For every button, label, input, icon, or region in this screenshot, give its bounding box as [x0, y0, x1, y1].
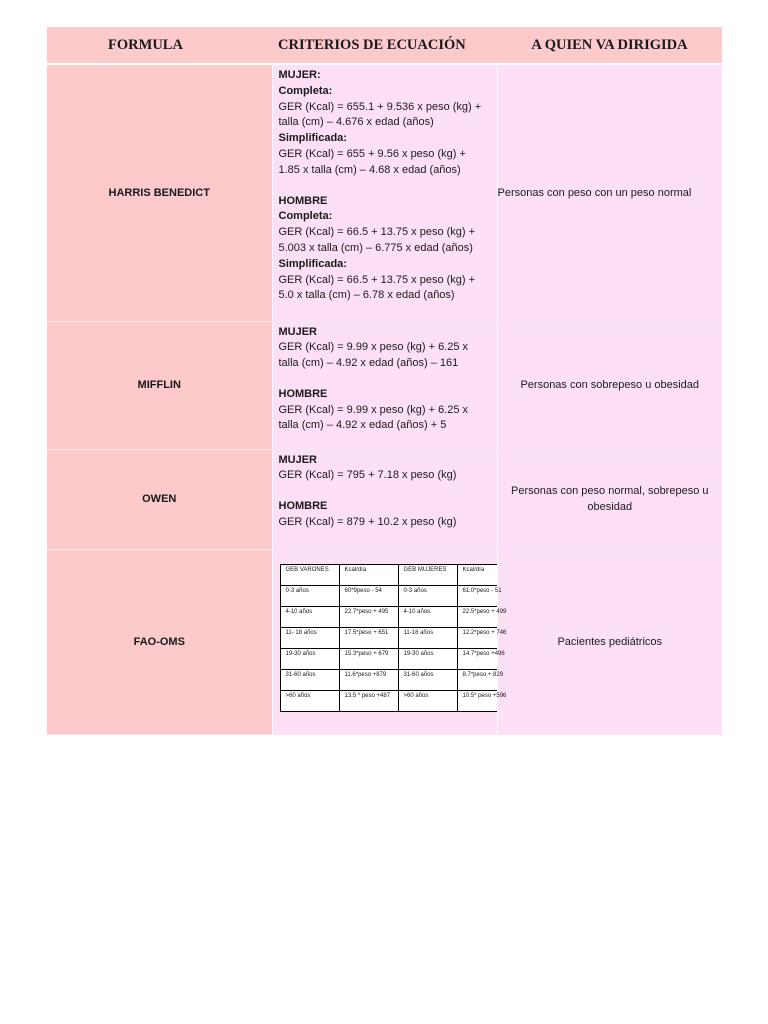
criteria-line: GER (Kcal) = 655 + 9.56 x peso (kg) + — [278, 147, 466, 160]
criteria-line: 1.85 x talla (cm) – 4.68 x edad (años) — [278, 163, 461, 176]
criteria-line: GER (Kcal) = 66.5 + 13.75 x peso (kg) + — [278, 226, 476, 239]
criteria-line: talla (cm) – 4.676 x edad (años) — [278, 116, 434, 129]
inner-row — [280, 648, 516, 669]
criteria-heading: Simplificada: — [278, 257, 347, 270]
target-cell: Personas con peso con un peso normal — [497, 64, 722, 321]
criteria-line: GER (Kcal) = 9.99 x peso (kg) + 6.25 x — [278, 403, 469, 416]
row-fao-oms — [47, 549, 722, 734]
inner-cell: 19-30 años — [398, 648, 457, 669]
inner-row — [280, 690, 516, 711]
inner-cell: 0-3 años — [398, 585, 457, 606]
target-cell: Personas con sobrepeso u obesidad — [497, 321, 722, 449]
fao-oms-inner-table — [280, 564, 517, 712]
inner-cell: 61.0*peso - 51 — [457, 585, 516, 606]
criteria-heading: HOMBRE — [278, 387, 328, 400]
inner-cell: 15.3*peso + 679 — [339, 648, 398, 669]
inner-cell: 10.5* peso +596 — [457, 690, 516, 711]
inner-cell: 8.7*peso + 829 — [457, 669, 516, 690]
inner-cell: 22.7*peso + 495 — [339, 606, 398, 627]
criteria-cell — [272, 549, 507, 734]
criteria-heading: HOMBRE — [278, 500, 328, 513]
criteria-line: GER (Kcal) = 795 + 7.18 x peso (kg) — [278, 469, 457, 482]
criteria-heading: MUJER: — [278, 69, 321, 81]
criteria-heading: Simplificada: — [278, 132, 347, 145]
formula-name: OWEN — [47, 449, 272, 549]
target-cell: Pacientes pediátricos — [497, 549, 722, 734]
criteria-line: talla (cm) – 4.92 x edad (años) + 5 — [278, 419, 447, 432]
criteria-heading: Completa: — [278, 84, 333, 97]
inner-row — [280, 627, 516, 648]
inner-cell: 13.5 * peso +487 — [339, 690, 398, 711]
header-criteria: CRITERIOS DE ECUACIÓN — [272, 27, 497, 64]
inner-cell: 17.5*peso + 651 — [339, 627, 398, 648]
inner-cell: Kcal/día — [339, 564, 398, 585]
formula-name: FAO-OMS — [47, 549, 272, 734]
inner-cell: >60 años — [280, 690, 339, 711]
inner-cell: 11-18 años — [398, 627, 457, 648]
inner-cell: 11- 18 años — [280, 627, 339, 648]
inner-row — [280, 585, 516, 606]
header-row — [47, 27, 722, 64]
inner-cell: 0-3 años — [280, 585, 339, 606]
criteria-line: talla (cm) – 4.92 x edad (años) – 161 — [278, 357, 459, 370]
criteria-line: 5.003 x talla (cm) – 6.775 x edad (años) — [278, 241, 473, 254]
inner-header-row — [280, 564, 516, 585]
formula-table — [47, 27, 722, 735]
criteria-line: GER (Kcal) = 66.5 + 13.75 x peso (kg) + — [278, 273, 476, 286]
inner-cell: 31-60 años — [280, 669, 339, 690]
criteria-heading: MUJER — [278, 325, 318, 338]
inner-cell: >60 años — [398, 690, 457, 711]
inner-cell: 4-10 años — [280, 606, 339, 627]
inner-cell: 22.5*peso + 499 — [457, 606, 516, 627]
inner-cell: 11.6*peso +879 — [339, 669, 398, 690]
formula-name: HARRIS BENEDICT — [47, 64, 272, 321]
criteria-line: GER (Kcal) = 655.1 + 9.536 x peso (kg) + — [278, 100, 482, 113]
inner-cell: 12.2*peso + 746 — [457, 627, 516, 648]
line-gap — [279, 484, 491, 499]
inner-cell: 4-10 años — [398, 606, 457, 627]
inner-cell: GEB VARONES — [280, 564, 339, 585]
formula-name: MIFFLIN — [47, 321, 272, 449]
inner-row — [280, 606, 516, 627]
criteria-cell — [272, 449, 497, 549]
line-gap — [279, 372, 491, 387]
criteria-cell — [272, 321, 497, 449]
criteria-heading: MUJER — [278, 453, 318, 466]
header-target: A QUIEN VA DIRIGIDA — [497, 27, 722, 64]
criteria-cell — [272, 64, 497, 321]
inner-cell: 14.7*peso +496 — [457, 648, 516, 669]
target-cell: Personas con peso normal, sobrepeso u obesidad — [497, 449, 722, 549]
row-harris-benedict — [47, 64, 722, 321]
line-gap — [279, 179, 491, 194]
criteria-line: GER (Kcal) = 9.99 x peso (kg) + 6.25 x — [278, 341, 469, 354]
inner-cell: Kcal/día — [457, 564, 516, 585]
criteria-line: 5.0 x talla (cm) – 6.78 x edad (años) — [278, 289, 455, 302]
inner-cell: 19-30 años — [280, 648, 339, 669]
inner-cell: 60*9peso - 54 — [339, 585, 398, 606]
criteria-heading: HOMBRE — [278, 194, 328, 207]
criteria-heading: Completa: — [278, 210, 333, 223]
criteria-line: GER (Kcal) = 879 + 10.2 x peso (kg) — [278, 515, 457, 528]
inner-cell: GEB MUJERES — [398, 564, 457, 585]
row-owen — [47, 449, 722, 549]
header-formula: FORMULA — [47, 27, 272, 64]
inner-cell: 31-60 años — [398, 669, 457, 690]
inner-row — [280, 669, 516, 690]
row-mifflin — [47, 321, 722, 449]
